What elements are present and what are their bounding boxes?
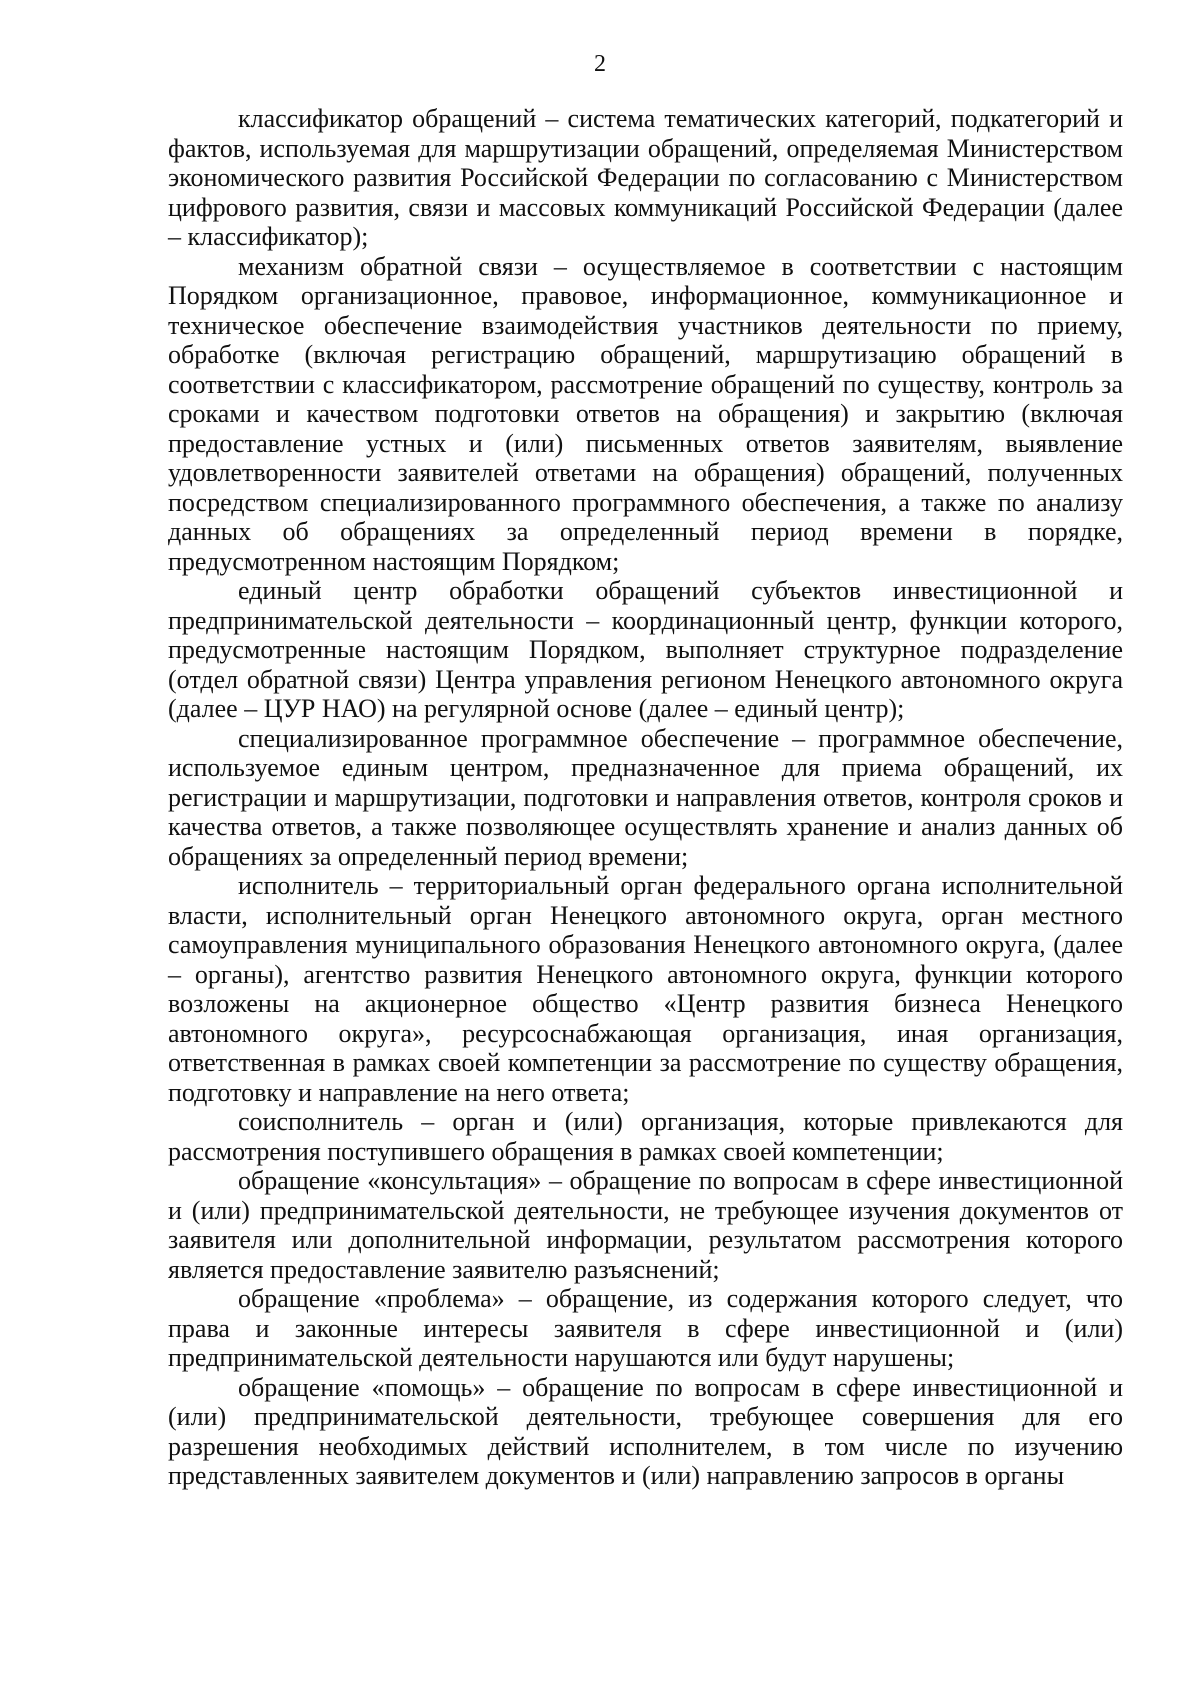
definition-consultation-request: обращение «консультация» – обращение по вопросам в сфере инвестиционной и (или) предпринимательской деятельности, не требующее изучения документов от заявителя или дополнительной информации, результатом рассмотрения которого является предоставление заявителю разъяснений; [168,1166,1123,1284]
definition-executor: исполнитель – территориальный орган федерального органа исполнительной власти, исполнительный орган Ненецкого автономного округа, орган местного самоуправления муниципального образования Ненецкого автономного округа, (далее – органы), агентство развития Ненецкого автономного округа, функции которого возложены на акционерное общество «Центр развития бизнеса Ненецкого автономного округа», ресурсоснабжающая организация, иная организация, ответственная в рамках своей компетенции за рассмотрение по существу обращения, подготовку и направление на него ответа; [168,871,1123,1107]
page-number: 2 [594,51,606,77]
document-body [168,104,1123,1491]
definition-help-request: обращение «помощь» – обращение по вопросам в сфере инвестиционной и (или) предпринимательской деятельности, требующее совершения для его разрешения необходимых действий исполнителем, в том числе по изучению представленных заявителем документов и (или) направлению запросов в органы [168,1372,1123,1490]
definition-classifier: классификатор обращений – система тематических категорий, подкатегорий и фактов, используемая для маршрутизации обращений, определяемая Министерством экономического развития Российской Федерации по согласованию с Министерством цифрового развития, связи и массовых коммуникаций Российской Федерации (далее – классификатор); [168,104,1123,251]
definition-problem-request: обращение «проблема» – обращение, из содержания которого следует, что права и законные интересы заявителя в сфере инвестиционной и (или) предпринимательской деятельности нарушаются или будут нарушены; [168,1284,1123,1372]
definition-co-executor: соисполнитель – орган и (или) организация, которые привлекаются для рассмотрения поступившего обращения в рамках своей компетенции; [168,1107,1123,1166]
definition-unified-center: единый центр обработки обращений субъектов инвестиционной и предпринимательской деятельности – координационный центр, функции которого, предусмотренные настоящим Порядком, выполняет структурное подразделение (отдел обратной связи) Центра управления регионом Ненецкого автономного округа (далее – ЦУР НАО) на регулярной основе (далее – единый центр); [168,576,1123,723]
definition-feedback-mechanism: механизм обратной связи – осуществляемое в соответствии с настоящим Порядком организационное, правовое, информационное, коммуникационное и техническое обеспечение взаимодействия участников деятельности по приему, обработке (включая регистрацию обращений, маршрутизацию обращений в соответствии с классификатором, рассмотрение обращений по существу, контроль за сроками и качеством подготовки ответов на обращения) и закрытию (включая предоставление устных и (или) письменных ответов заявителям, выявление удовлетворенности заявителей ответами на обращения) обращений, полученных посредством специализированного программного обеспечения, а также по анализу данных об обращениях за определенный период времени в порядке, предусмотренном настоящим Порядком; [168,251,1123,576]
definition-specialized-software: специализированное программное обеспечение – программное обеспечение, используемое единым центром, предназначенное для приема обращений, их регистрации и маршрутизации, подготовки и направления ответов, контроля сроков и качества ответов, а также позволяющее осуществлять хранение и анализ данных об обращениях за определенный период времени; [168,723,1123,871]
